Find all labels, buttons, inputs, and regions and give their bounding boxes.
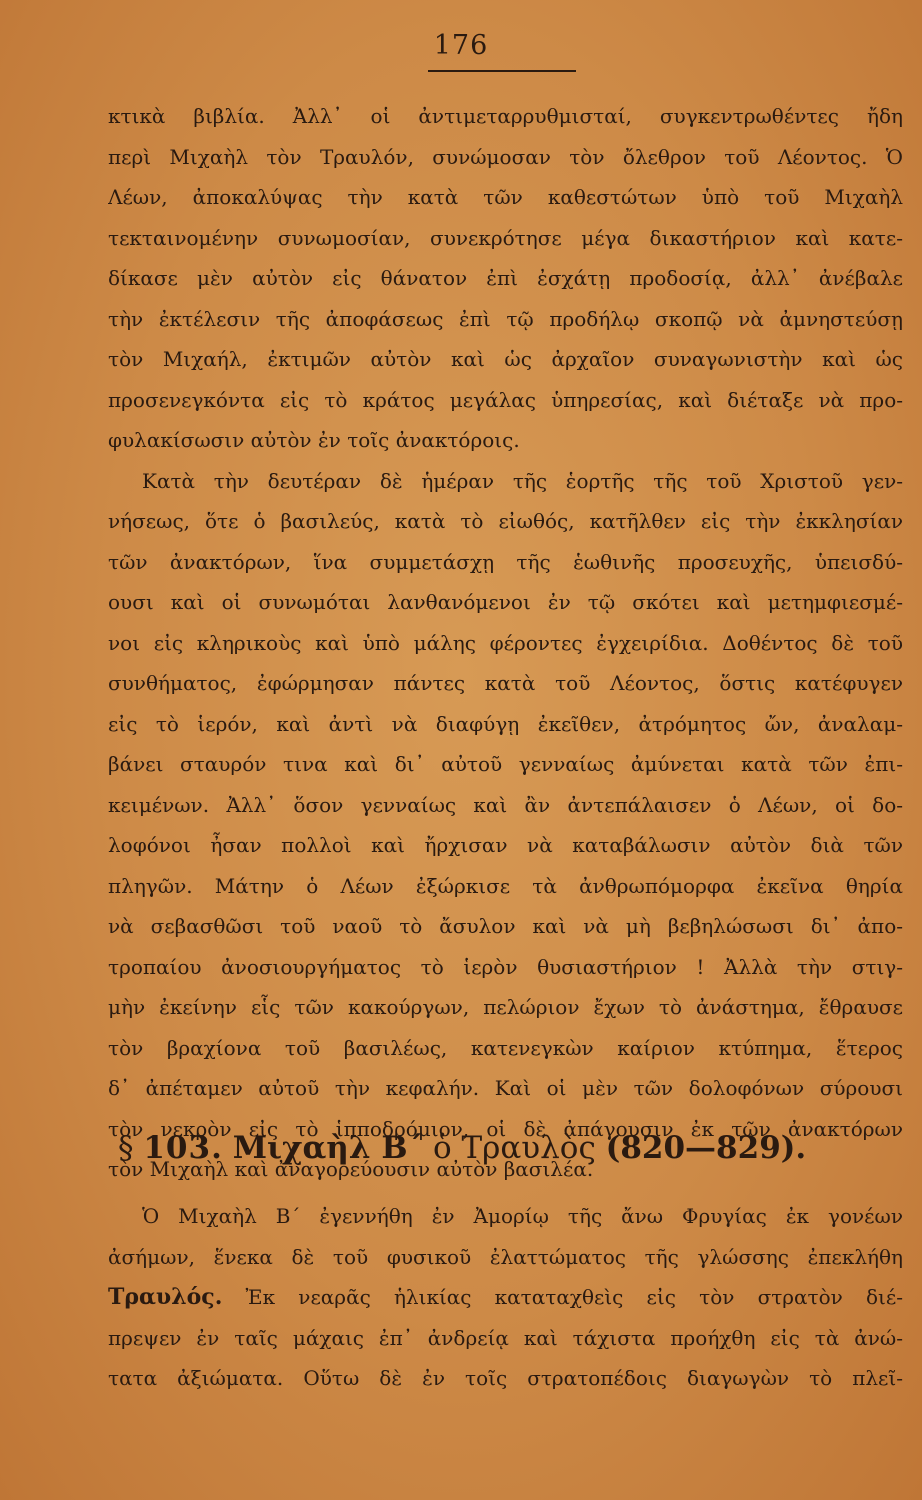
text-line: τροπαίου ἀνοσιουργήματος τὸ ἱερὸν θυσιαστήριον ! Ἀλλὰ τὴν στιγ- xyxy=(108,954,903,979)
section-heading xyxy=(118,1128,888,1168)
text-line xyxy=(108,1277,903,1318)
text-line: τατα ἀξιώματα. Οὕτω δὲ ἐν τοῖς στρατοπέδοις διαγωγὼν τὸ πλεῖ- xyxy=(108,1366,903,1390)
text-line: τὸν βραχίονα τοῦ βασιλέως, κατενεγκὼν καίριον κτύπημα, ἕτερος xyxy=(108,1035,903,1060)
page-number: 176 xyxy=(433,30,489,61)
section-dates: (820—829). xyxy=(605,1130,807,1166)
header-rule xyxy=(428,70,576,72)
text-line: κειμένων. Ἀλλ᾽ ὅσον γενναίως καὶ ἂν ἀντεπάλαισεν ὁ Λέων, οἱ δο- xyxy=(108,792,903,817)
text-line: νήσεως, ὅτε ὁ βασιλεύς, κατὰ τὸ εἰωθός, κατῆλθεν εἰς τὴν ἐκκλησίαν xyxy=(108,509,903,533)
text-line: δίκασε μὲν αὐτὸν εἰς θάνατον ἐπὶ ἐσχάτῃ προδοσίᾳ, ἀλλ᾽ ἀνέβαλε xyxy=(108,266,903,290)
text-line: βάνει σταυρόν τινα καὶ δι᾽ αὐτοῦ γενναίως ἀμύνεται κατὰ τῶν ἐπι- xyxy=(108,752,903,776)
text-line: πληγῶν. Μάτην ὁ Λέων ἐξώρκισε τὰ ἀνθρωπόμορφα ἐκεῖνα θηρία xyxy=(108,873,903,898)
text-line: μὴν ἐκείνην εἷς τῶν κακούργων, πελώριον ἔχων τὸ ἀνάστημα, ἔθραυσε xyxy=(108,995,903,1019)
text-line: προσενεγκόντα εἰς τὸ κράτος μεγάλας ὑπηρεσίας, καὶ διέταξε νὰ προ- xyxy=(108,387,903,412)
text-line: τὴν ἐκτέλεσιν τῆς ἀποφάσεως ἐπὶ τῷ προδήλῳ σκοπῷ νὰ ἀμνηστεύσῃ xyxy=(108,306,903,331)
text-line: πρεψεν ἐν ταῖς μάχαις ἐπ᾽ ἀνδρείᾳ καὶ τάχιστα προήχθη εἰς τὰ ἀνώ- xyxy=(108,1325,903,1350)
text-line: νὰ σεβασθῶσι τοῦ ναοῦ τὸ ἄσυλον καὶ νὰ μὴ βεβηλώσωσι δι᾽ ἀπο- xyxy=(108,914,903,938)
text-line: κτικὰ βιβλία. Ἀλλ᾽ οἱ ἀντιμεταρρυθμισταί, συγκεντρωθέντες ἤδη xyxy=(108,104,903,128)
text-line: φυλακίσωσιν αὐτὸν ἐν τοῖς ἀνακτόροις. xyxy=(108,428,520,452)
text-span: Ἐκ νεαρᾶς ἡλικίας καταταχθεὶς εἰς τὸν στρατὸν διέ- xyxy=(245,1285,903,1309)
text-line: τὸν Μιχαὴλ καὶ ἀναγορεύουσιν αὐτὸν βασιλέα. xyxy=(108,1157,594,1181)
section-text xyxy=(108,1196,903,1399)
section-epithet: ὁ Τραυλὸς xyxy=(432,1130,596,1166)
text-line: λοφόνοι ἦσαν πολλοὶ καὶ ἤρχισαν νὰ καταβάλωσιν αὐτὸν διὰ τῶν xyxy=(108,833,903,857)
text-line: τὸν νεκρὸν εἰς τὸ ἱπποδρόμιον, οἱ δὲ ἀπάγουσιν ἐκ τῶν ἀνακτόρων xyxy=(108,1116,903,1141)
text-line: Κατὰ τὴν δευτέραν δὲ ἡμέραν τῆς ἑορτῆς τῆς τοῦ Χριστοῦ γεν- xyxy=(142,468,903,493)
text-line: ουσι καὶ οἱ συνωμόται λανθανόμενοι ἐν τῷ σκότει καὶ μετημφιεσμέ- xyxy=(108,590,903,614)
epithet-bold: Τραυλός. xyxy=(108,1284,223,1310)
text-line: τεκταινομένην συνωμοσίαν, συνεκρότησε μέγα δικαστήριον καὶ κατε- xyxy=(108,225,903,250)
text-line: εἰς τὸ ἱερόν, καὶ ἀντὶ νὰ διαφύγῃ ἐκεῖθεν, ἀτρόμητος ὤν, ἀναλαμ- xyxy=(108,711,903,736)
section-number: 103. xyxy=(143,1130,223,1166)
text-line: νοι εἰς κληρικοὺς καὶ ὑπὸ μάλης φέροντες ἐγχειρίδια. Δοθέντος δὲ τοῦ xyxy=(108,630,903,655)
text-line: Λέων, ἀποκαλύψας τὴν κατὰ τῶν καθεστώτων ὑπὸ τοῦ Μιχαὴλ xyxy=(108,185,903,209)
text-line: τῶν ἀνακτόρων, ἵνα συμμετάσχῃ τῆς ἑωθινῆς προσευχῆς, ὑπεισδύ- xyxy=(108,549,903,574)
section-symbol: § xyxy=(118,1130,134,1166)
text-line: τὸν Μιχαήλ, ἐκτιμῶν αὐτὸν καὶ ὡς ἀρχαῖον συναγωνιστὴν καὶ ὡς xyxy=(108,347,903,371)
section-name: Μιχαὴλ Β΄ xyxy=(232,1130,424,1166)
text-line: ἀσήμων, ἕνεκα δὲ τοῦ φυσικοῦ ἐλαττώματος τῆς γλώσσης ἐπεκλήθη xyxy=(108,1244,903,1269)
text-line: Ὁ Μιχαὴλ Β΄ ἐγεννήθη ἐν Ἀμορίῳ τῆς ἄνω Φρυγίας ἐκ γονέων xyxy=(142,1204,903,1228)
text-line: συνθήματος, ἐφώρμησαν πάντες κατὰ τοῦ Λέοντος, ὅστις κατέφυγεν xyxy=(108,671,903,695)
text-line: δ᾽ ἀπέταμεν αὐτοῦ τὴν κεφαλήν. Καὶ οἱ μὲν τῶν δολοφόνων σύρουσι xyxy=(108,1076,903,1100)
text-line: περὶ Μιχαὴλ τὸν Τραυλόν, συνώμοσαν τὸν ὄλεθρον τοῦ Λέοντος. Ὁ xyxy=(108,144,903,169)
main-text xyxy=(108,96,903,1190)
